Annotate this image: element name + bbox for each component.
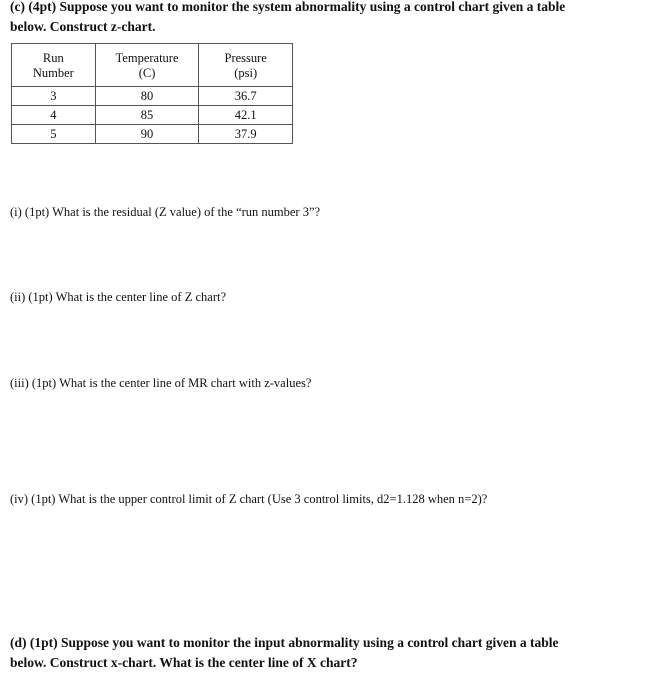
header-run-number-line1: Run xyxy=(42,51,64,65)
part-d-heading xyxy=(10,633,640,673)
header-temperature xyxy=(95,44,199,87)
question-iii: (iii) (1pt) What is the center line of MR chart with z-values? xyxy=(10,376,312,390)
part-c-heading-line1: (c) (4pt) Suppose you want to monitor the system abnormality using a control chart given a table xyxy=(10,0,566,14)
question-ii: (ii) (1pt) What is the center line of Z chart? xyxy=(10,290,226,304)
table-row xyxy=(12,125,293,144)
table-cell-run: 4 xyxy=(12,106,96,125)
part-d-line2: below. Construct x-chart. What is the center line of X chart? xyxy=(10,655,358,670)
table-cell-run: 3 xyxy=(12,87,96,106)
header-pressure xyxy=(199,44,293,87)
header-run-number xyxy=(12,44,96,87)
table-header-row xyxy=(12,44,293,87)
table-cell-pressure: 37.9 xyxy=(199,125,293,144)
data-table xyxy=(11,43,293,144)
table-cell-run: 5 xyxy=(12,125,96,144)
part-c-heading-line2: below. Construct z-chart. xyxy=(10,19,156,34)
question-i: (i) (1pt) What is the residual (Z value) of the “run number 3”? xyxy=(10,205,321,219)
table-row xyxy=(12,87,293,106)
table-cell-temperature: 90 xyxy=(95,125,199,144)
part-d-line1: (d) (1pt) Suppose you want to monitor the input abnormality using a control chart given a table xyxy=(10,635,559,650)
header-pressure-line2: (psi) xyxy=(234,66,258,80)
table-cell-pressure: 36.7 xyxy=(199,87,293,106)
header-temperature-line1: Temperature xyxy=(115,51,179,65)
table-cell-temperature: 80 xyxy=(95,87,199,106)
header-run-number-line2: Number xyxy=(32,66,74,80)
header-pressure-line1: Pressure xyxy=(224,51,267,65)
table-cell-temperature: 85 xyxy=(95,106,199,125)
table-cell-pressure: 42.1 xyxy=(199,106,293,125)
table-row xyxy=(12,106,293,125)
part-c-heading xyxy=(10,0,640,37)
header-temperature-line2: (C) xyxy=(138,66,156,80)
question-iv: (iv) (1pt) What is the upper control limit of Z chart (Use 3 control limits, d2=1.128 when n=2)? xyxy=(10,492,488,506)
